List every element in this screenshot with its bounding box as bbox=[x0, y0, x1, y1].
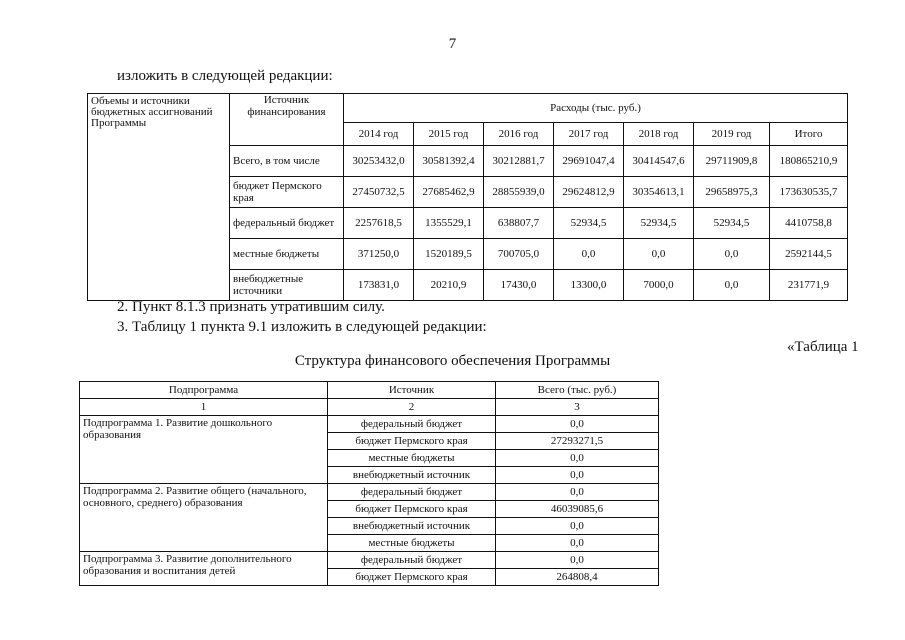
column-header: Подпрограмма bbox=[80, 382, 328, 399]
subprogram-cell: Подпрограмма 2. Развитие общего (начального, основного, среднего) образования bbox=[80, 484, 328, 552]
paragraph-2: 2. Пункт 8.1.3 признать утратившим силу. bbox=[117, 299, 385, 315]
value-cell: 30581392,4 bbox=[414, 146, 484, 177]
value-cell: 30253432,0 bbox=[344, 146, 414, 177]
source-cell: внебюджетный источник bbox=[328, 467, 496, 484]
value-cell: 30414547,6 bbox=[624, 146, 694, 177]
year-header: 2014 год bbox=[344, 123, 414, 146]
column-header: Всего (тыс. руб.) bbox=[496, 382, 659, 399]
value-cell: 371250,0 bbox=[344, 239, 414, 270]
year-header: 2016 год bbox=[484, 123, 554, 146]
total-cell: 46039085,6 bbox=[496, 501, 659, 518]
value-cell: 30212881,7 bbox=[484, 146, 554, 177]
year-header: 2018 год bbox=[624, 123, 694, 146]
value-cell: 2257618,5 bbox=[344, 208, 414, 239]
table2-title: Структура финансового обеспечения Программы bbox=[294, 353, 611, 369]
page-number: 7 bbox=[448, 36, 457, 52]
column-number: 1 bbox=[80, 399, 328, 416]
table-row bbox=[80, 416, 659, 433]
value-cell: 52934,5 bbox=[624, 208, 694, 239]
table-label: «Таблица 1 bbox=[787, 339, 859, 355]
value-cell: 180865210,9 bbox=[770, 146, 848, 177]
total-cell: 0,0 bbox=[496, 552, 659, 569]
value-cell: 2592144,5 bbox=[770, 239, 848, 270]
year-header: 2015 год bbox=[414, 123, 484, 146]
source-cell: бюджет Пермского края bbox=[328, 501, 496, 518]
total-cell: 0,0 bbox=[496, 467, 659, 484]
source-header: Источник финансирования bbox=[230, 94, 344, 146]
intro-text: изложить в следующей редакции: bbox=[117, 68, 333, 84]
value-cell: 638807,7 bbox=[484, 208, 554, 239]
value-cell: 0,0 bbox=[554, 239, 624, 270]
total-cell: 0,0 bbox=[496, 518, 659, 535]
value-cell: 20210,9 bbox=[414, 270, 484, 301]
source-cell: федеральный бюджет bbox=[230, 208, 344, 239]
value-cell: 0,0 bbox=[694, 270, 770, 301]
expenses-header: Расходы (тыс. руб.) bbox=[344, 94, 848, 123]
value-cell: 27685462,9 bbox=[414, 177, 484, 208]
total-cell: 27293271,5 bbox=[496, 433, 659, 450]
value-cell: 1355529,1 bbox=[414, 208, 484, 239]
value-cell: 173630535,7 bbox=[770, 177, 848, 208]
source-cell: внебюджетный источник bbox=[328, 518, 496, 535]
value-cell: 29624812,9 bbox=[554, 177, 624, 208]
value-cell: 30354613,1 bbox=[624, 177, 694, 208]
source-cell: бюджет Пермского края bbox=[328, 433, 496, 450]
volumes-header: Объемы и источники бюджетных ассигнований Программы bbox=[88, 94, 230, 301]
numbering-row bbox=[80, 399, 659, 416]
header-row bbox=[80, 382, 659, 399]
column-number: 3 bbox=[496, 399, 659, 416]
value-cell: 4410758,8 bbox=[770, 208, 848, 239]
paragraph-3: 3. Таблицу 1 пункта 9.1 изложить в следующей редакции: bbox=[117, 319, 487, 335]
structure-table bbox=[79, 381, 659, 586]
value-cell: 29691047,4 bbox=[554, 146, 624, 177]
source-cell: федеральный бюджет bbox=[328, 484, 496, 501]
column-number: 2 bbox=[328, 399, 496, 416]
source-cell: местные бюджеты bbox=[328, 535, 496, 552]
value-cell: 0,0 bbox=[694, 239, 770, 270]
total-cell: 0,0 bbox=[496, 416, 659, 433]
value-cell: 7000,0 bbox=[624, 270, 694, 301]
value-cell: 52934,5 bbox=[694, 208, 770, 239]
value-cell: 0,0 bbox=[624, 239, 694, 270]
value-cell: 231771,9 bbox=[770, 270, 848, 301]
year-header: 2019 год bbox=[694, 123, 770, 146]
subprogram-cell: Подпрограмма 3. Развитие дополнительного образования и воспитания детей bbox=[80, 552, 328, 586]
total-cell: 0,0 bbox=[496, 450, 659, 467]
subprogram-cell: Подпрограмма 1. Развитие дошкольного образования bbox=[80, 416, 328, 484]
value-cell: 29711909,8 bbox=[694, 146, 770, 177]
source-cell: федеральный бюджет bbox=[328, 416, 496, 433]
total-cell: 0,0 bbox=[496, 535, 659, 552]
total-header: Итого bbox=[770, 123, 848, 146]
total-cell: 264808,4 bbox=[496, 569, 659, 586]
table-row bbox=[80, 552, 659, 569]
column-header: Источник bbox=[328, 382, 496, 399]
value-cell: 13300,0 bbox=[554, 270, 624, 301]
table-row bbox=[80, 484, 659, 501]
funding-table bbox=[87, 93, 848, 301]
value-cell: 29658975,3 bbox=[694, 177, 770, 208]
source-cell: федеральный бюджет bbox=[328, 552, 496, 569]
source-cell: бюджет Пермского края bbox=[328, 569, 496, 586]
value-cell: 173831,0 bbox=[344, 270, 414, 301]
source-cell: местные бюджеты bbox=[328, 450, 496, 467]
value-cell: 27450732,5 bbox=[344, 177, 414, 208]
value-cell: 28855939,0 bbox=[484, 177, 554, 208]
value-cell: 1520189,5 bbox=[414, 239, 484, 270]
source-cell: Всего, в том числе bbox=[230, 146, 344, 177]
source-cell: внебюджетные источники bbox=[230, 270, 344, 301]
year-header: 2017 год bbox=[554, 123, 624, 146]
source-cell: местные бюджеты bbox=[230, 239, 344, 270]
total-cell: 0,0 bbox=[496, 484, 659, 501]
value-cell: 17430,0 bbox=[484, 270, 554, 301]
value-cell: 52934,5 bbox=[554, 208, 624, 239]
value-cell: 700705,0 bbox=[484, 239, 554, 270]
source-cell: бюджет Пермского края bbox=[230, 177, 344, 208]
